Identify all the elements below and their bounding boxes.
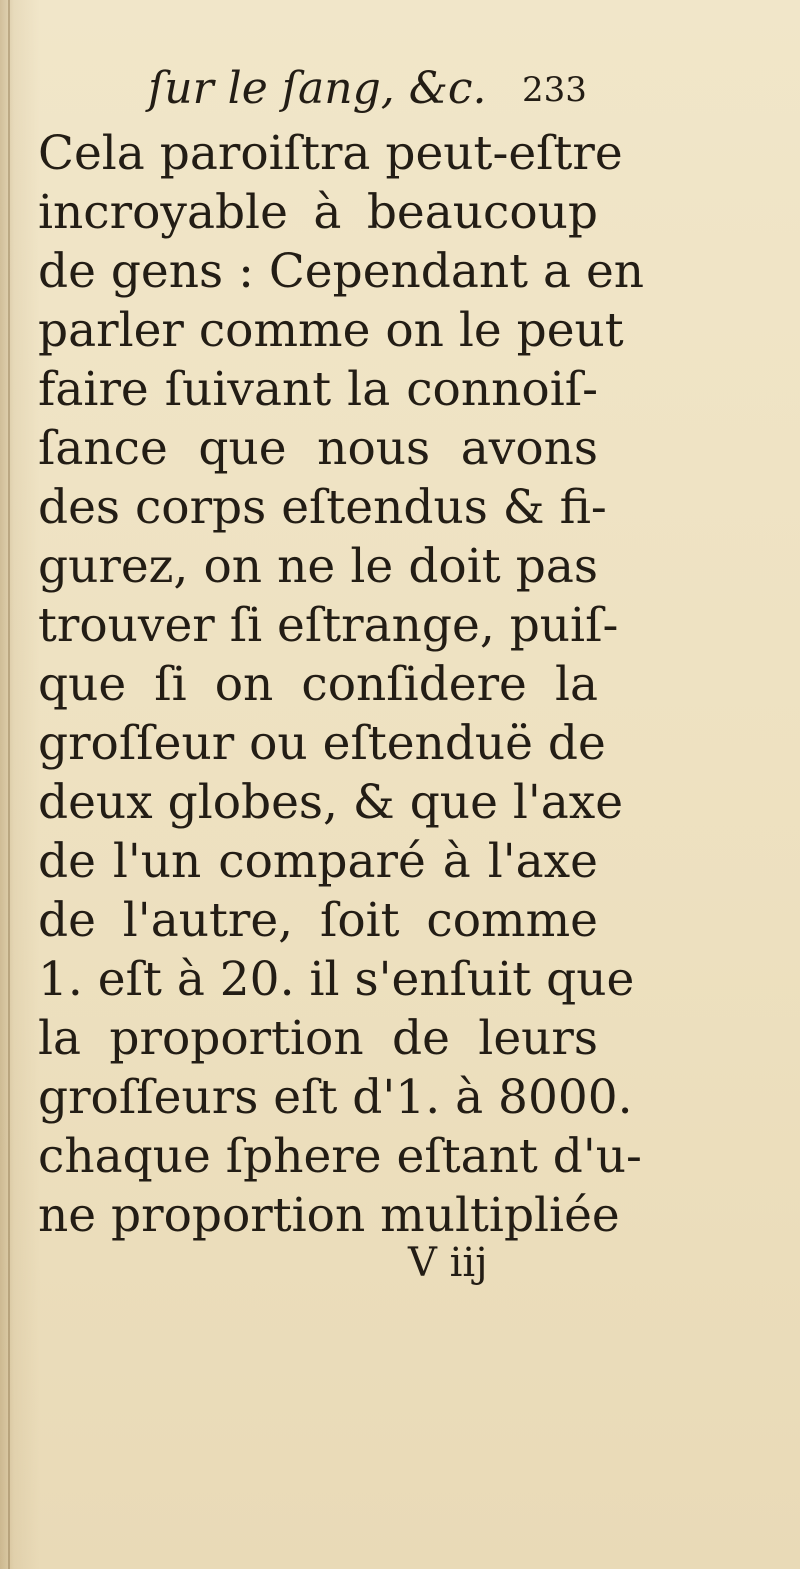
text-line: groſſeurs eſt d'1. à 8000.	[38, 1070, 633, 1125]
text-line: chaque ſphere eſtant d'u-	[38, 1129, 642, 1184]
text-line: ſance que nous avons	[38, 421, 598, 476]
text-line: deux globes, & que l'axe	[38, 775, 624, 830]
text-line: parler comme on le peut	[38, 303, 624, 358]
page-header	[0, 62, 800, 122]
running-title: ſur le ſang, &c.	[148, 63, 487, 114]
text-line: ne proportion multipliée	[38, 1188, 620, 1243]
text-line: de l'un comparé à l'axe	[38, 834, 598, 889]
text-line: Cela paroiſtra peut-eſtre	[38, 126, 623, 181]
text-line: des corps eſtendus & fi-	[38, 480, 607, 535]
text-line: de l'autre, ſoit comme	[38, 893, 598, 948]
text-line: de gens : Cependant a en	[38, 244, 645, 299]
text-line: faire ſuivant la connoiſ-	[38, 362, 598, 417]
text-line: incroyable à beaucoup	[38, 185, 598, 240]
text-line: que ſi on conſidere la	[38, 657, 598, 712]
text-line: 1. eſt à 20. il s'enſuit que	[38, 952, 635, 1007]
text-line: groſſeur ou eſtenduë de	[38, 716, 606, 771]
text-line: gurez, on ne le doit pas	[38, 539, 598, 594]
page-number: 233	[522, 70, 587, 110]
text-line: la proportion de leurs	[38, 1011, 598, 1066]
page-gutter	[8, 0, 10, 1569]
text-line: trouver ſi eſtrange, puiſ-	[38, 598, 619, 653]
signature-mark: V iij	[408, 1240, 488, 1286]
